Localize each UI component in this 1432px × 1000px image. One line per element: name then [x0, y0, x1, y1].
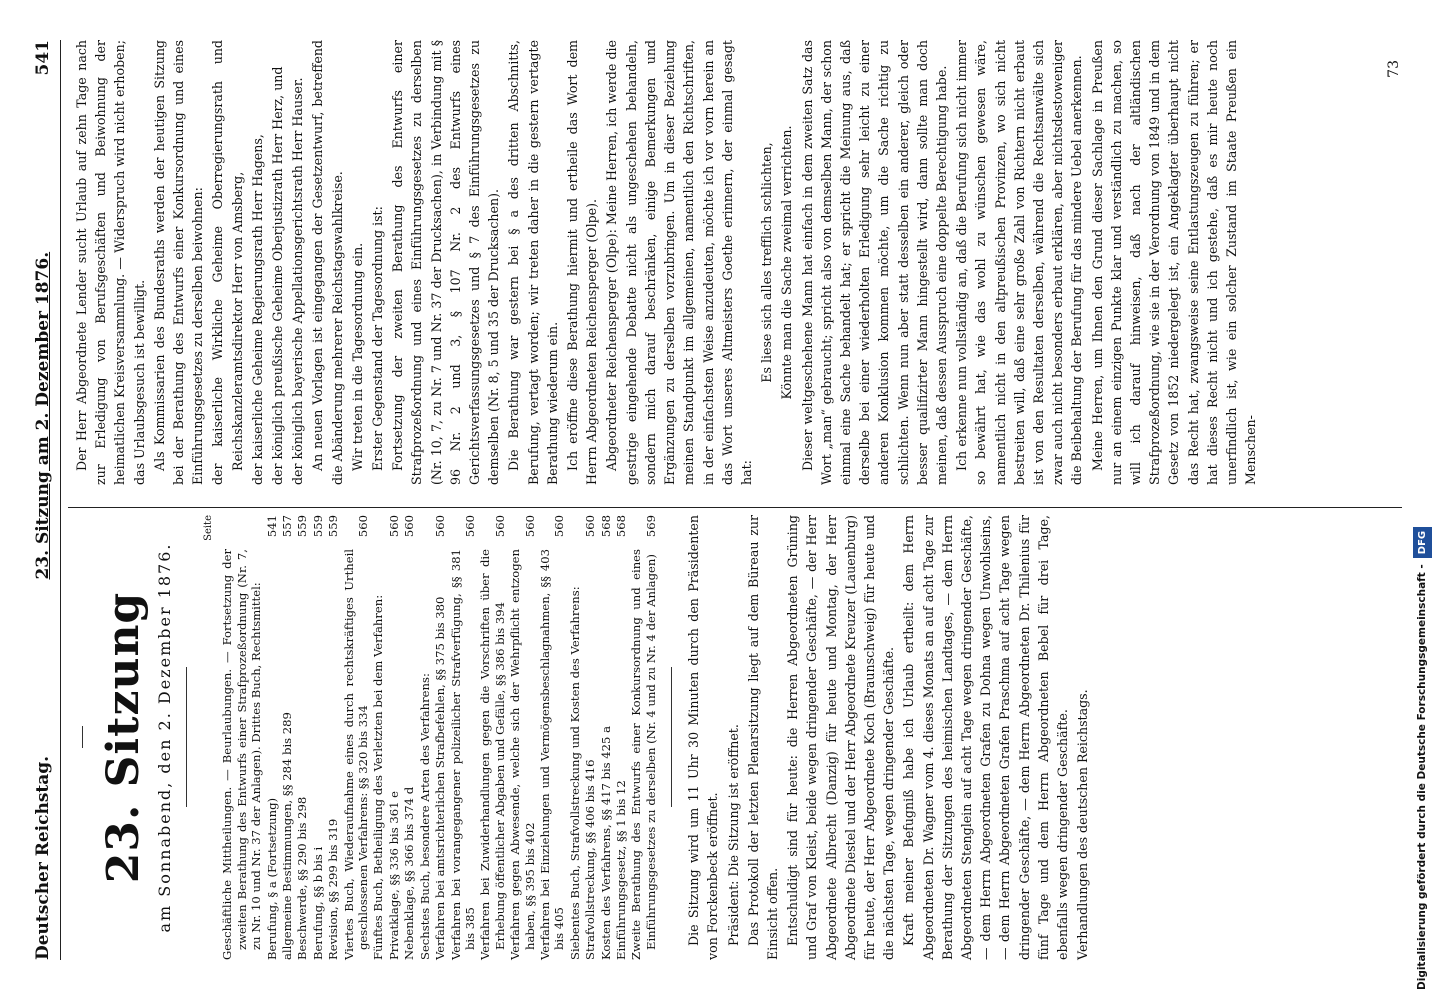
toc-page-label: Seite — [203, 515, 215, 541]
toc-row — [265, 515, 280, 960]
body-paragraph: Ich erkenne nun vollständig an, daß die Berufung sich nicht immer so bewährt hat, wie das wohl zu wünschen gewesen wäre, namentlich nicht in den altpreußischen Provinzen, wo sich nicht bestreiten will, daß eine sehr große Zahl von Richtern nicht erbaut ist von den Resultaten derselben, während die Rechtsanwälte sich zwar auch nicht besonders erbaut erklären, aber nichtsdestoweniger die Beibehaltung der Berufung für das mindere Uebel anerkennen. — [954, 40, 1085, 485]
toc-entry-text: Verfahren bei amtsrichterlichen Strafbefehlen, §§ 375 bis 380 — [433, 596, 448, 960]
toc-entry-page: 560 — [402, 515, 417, 538]
toc-row — [387, 515, 402, 960]
toc-entry-text: Verfahren bei Zuwiderhandlungen gegen die Vorschriften über die Erhebung öffentlicher Abgaben und Gefälle, §§ 386 bis 394 — [478, 549, 507, 960]
toc-entry-text: Nebenklage, §§ 366 bis 374 d — [402, 786, 417, 960]
toc-row — [418, 515, 433, 960]
toc-entry-text: Strafvollstreckung, §§ 406 bis 416 — [583, 759, 598, 960]
header-left: Deutscher Reichstag. — [33, 755, 53, 960]
toc-row — [402, 515, 417, 960]
right-column — [72, 40, 1261, 485]
toc-entry-page: 541 — [264, 515, 279, 538]
toc-row — [508, 515, 538, 960]
short-rule — [82, 727, 83, 749]
toc-entry-page — [371, 515, 386, 549]
body-paragraph: der kaiserliche Wirkliche Geheime Oberregierungsrath und Reichskanzleramtsdirektor Herr von Amsberg, — [210, 40, 245, 485]
body-paragraph: Die Sitzung wird um 11 Uhr 30 Minuten durch den Präsidenten von Forckenbeck eröffnet. — [686, 515, 721, 960]
body-paragraph: Das Protokoll der letzten Plenarsitzung liegt auf dem Büreau zur Einsicht offen. — [745, 515, 780, 960]
toc-row — [433, 515, 448, 960]
toc-row — [295, 515, 310, 960]
toc-entry-page — [220, 515, 264, 549]
body-paragraph: Wir treten in die Tagesordnung ein. — [349, 242, 365, 471]
toc-row — [326, 515, 341, 960]
body-paragraph: Dieser weltgeschehene Mann hat einfach in dem zweiten Satz das Wort „man“ gebraucht; spricht also von demselben Mann, der schon einmal eine Sache behandelt hat; er spricht die Meinung aus, daß derselbe bei einer wiederholten Erledigung sehr leicht zu einer anderen Konklusion kommen möchte, um die Sache richtig zu schlichten. Wenn nun aber statt desselben ein anderer, gleich oder besser qualifizirter Mann hingestellt wird, dann sollte man doch meinen, daß dessen Ausspruch eine doppelte Berechtigung habe. — [799, 40, 949, 485]
toc-entry-page: 568 — [613, 515, 628, 538]
toc-entry-text: Revision, §§ 299 bis 319 — [326, 818, 341, 960]
toc-entry-page: 560 — [462, 515, 477, 538]
body-paragraph: Es liese sich alles trefflich schlichten, — [759, 142, 775, 383]
divider-rule — [186, 668, 187, 808]
session-title: 23. Sitzung — [98, 591, 149, 884]
divider-rule — [671, 668, 672, 808]
toc-entry-text: Privatklage, §§ 336 bis 361 e — [386, 790, 401, 960]
session-date: am Sonnabend, den 2. Dezember 1876. — [155, 542, 174, 933]
body-paragraph: Erster Gegenstand der Tagesordnung ist: — [370, 206, 386, 471]
toc-entry-page: 560 — [433, 515, 448, 538]
toc-row — [478, 515, 508, 960]
toc-entry-page — [568, 515, 583, 549]
toc-entry-text: Verfahren bei Einziehungen und Vermögensbeschlagnahmen, §§ 403 bis 405 — [537, 549, 567, 960]
toc-entry-page — [418, 515, 433, 549]
toc-entry-text: Geschäftliche Mittheilungen. — Beurlaubungen. — Fortsetzung der zweiten Berathung des Entwurfs einer Strafprozeßordnung (Nr. 7, zu Nr. 10 und Nr. 37 der Anlagen). Drittes Buch, Rechtsmittel: — [220, 549, 264, 960]
body-paragraph: der königlich bayerische Appellationsgerichtsrath Herr Hauser. — [290, 77, 306, 485]
credit-text: Digitalisierung gefördert durch die Deutsche Forschungsgemeinschaft - — [1416, 564, 1428, 990]
body-paragraph: Als Kommissarien des Bundesraths werden der heutigen Sitzung bei der Berathung des Entwurfs einer Konkursordnung und eines Einführungsgesetzes zu derselben beiwohnen: — [151, 40, 206, 485]
toc-entry-text: Siebentes Buch, Strafvollstreckung und Kosten des Verfahrens: — [567, 586, 582, 960]
toc-row — [449, 515, 479, 960]
toc-entry-page: 560 — [386, 515, 401, 538]
toc-row — [311, 515, 326, 960]
rotated-page-content — [20, 0, 1410, 1000]
toc-entry-text: Verfahren gegen Abwesende, welche sich der Wehrpflicht entzogen haben, §§ 395 bis 402 — [508, 549, 537, 960]
toc-row — [614, 515, 629, 960]
toc-entry-page: 568 — [598, 515, 613, 538]
body-paragraph: der kaiserliche Geheime Regierungsrath Herr Hagens, — [249, 134, 265, 485]
toc-entry-text: Einführungsgesetz, §§ 1 bis 12 — [613, 780, 628, 960]
toc-entry-page: 560 — [583, 515, 598, 538]
body-paragraph: Abgeordneter Reichensperger (Olpe): Meine Herren, ich werde die gestrige eingehende Debatte nicht als ungeschehen behandeln, sondern mich darauf beschränken, einige Bemerkungen und Ergänzungen zu derselben vorzubringen. Um in dieser Beziehung meinen Standpunkt im allgemeinen, namentlich den Richtschriften, in der einfachsten Weise anzudeuten, möchte ich vor vorn herein an das Wort unseres Altmeisters Goethe erinnern, der einmal gesagt hat: — [604, 40, 754, 485]
body-paragraph: Könnte man die Sache zweimal verrichten. — [779, 125, 795, 400]
body-paragraph: Fortsetzung der zweiten Berathung des Entwurfs einer Strafprozeßordnung und eines Einführungsgesetzes zu derselben (Nr. 10, 7, zu Nr. 7 und Nr. 37 der Drucksachen), in Verbindung mit § 96 Nr. 2 und 3, § 107 Nr. 2 des Entwurfs eines Gerichtsverfassungsgesetzes und § 7 des Einführungsgesetzes zu demselben (Nr. 8, 5 und 35 der Drucksachen). — [390, 40, 502, 485]
toc-row — [371, 515, 386, 960]
toc-row — [629, 515, 659, 960]
column-rule — [68, 507, 1402, 508]
toc-entry-page: 560 — [492, 515, 507, 538]
toc-entry-page: 557 — [280, 515, 295, 538]
toc-entry-text: allgemeine Bestimmungen, §§ 284 bis 289 — [280, 712, 295, 960]
body-paragraph: Ich eröffne diese Berathung hiermit und ertheile das Wort dem Herrn Abgeordneten Reichensperger (Olpe). — [565, 40, 600, 485]
left-column — [72, 515, 1093, 960]
toc-entry-text: Berufung, §§ b bis i — [310, 846, 325, 960]
body-paragraph: Entschuldigt sind für heute: die Herren Abgeordneten Grüning und Graf von Kleist, beide wegen dringender Geschäfte, — der Herr Abgeordnete Albrecht (Danzig) für heute und Montag, der Herr Abgeordnete Diestel und der Herr Abgeordnete Kreuzer (Lauenburg) für heute, der Herr Abgeordnete Koch (Braunschweig) für heute und die nächsten Tage, wegen dringender Geschäfte. — [785, 515, 897, 960]
toc-entry-page: 560 — [356, 515, 371, 538]
body-paragraph: An neuen Vorlagen ist eingegangen der Gesetzentwurf, betreffend die Abänderung mehrerer Reichstagswahlkreise. — [310, 40, 345, 485]
toc-entry-text: Beschwerde, §§ 290 bis 298 — [295, 796, 310, 960]
body-paragraph: Die Berathung war gestern bei § a des dritten Abschnitts, Berufung, vertagt worden; wir treten daher in die gestern vertagte Berathung wiederum ein. — [506, 40, 560, 485]
page-number: 541 — [33, 40, 53, 76]
body-paragraph: Präsident: Die Sitzung ist eröffnet. — [725, 724, 741, 946]
toc-row — [599, 515, 614, 960]
table-of-contents — [220, 515, 659, 960]
toc-entry-page: 560 — [522, 515, 537, 538]
toc-entry-page: 559 — [295, 515, 310, 538]
body-paragraph: der königlich preußische Geheime Oberjustizrath Herr Herz, und — [270, 66, 286, 485]
toc-entry-page: 559 — [326, 515, 341, 538]
toc-row — [583, 515, 598, 960]
toc-row — [342, 515, 372, 960]
body-paragraph: Verhandlungen des deutschen Reichstags. — [1075, 689, 1091, 960]
toc-entry-text: Fünftes Buch, Betheiligung des Verletzten bei dem Verfahren: — [371, 594, 386, 960]
signature-mark: 73 — [1386, 60, 1402, 78]
toc-entry-text: Verfahren bei vorangegangener polizeilicher Strafverfügung, §§ 381 bis 385 — [448, 549, 477, 960]
toc-entry-page: 559 — [310, 515, 325, 538]
toc-entry-text: Berufung, § a (Fortsetzung) — [264, 797, 279, 960]
body-paragraph: Kraft meiner Befugniß habe ich Urlaub ertheilt: dem Herrn Abgeordneten Dr. Wagner vom 4. dieses Monats an auf acht Tage zur Berathung der Sitzungen des heimischen Landtages, — dem Herrn Abgeordneten Stenglein auf acht Tage wegen dringender Geschäfte, — dem Herrn Abgeordneten Grafen zu Dohna wegen Unwohlseins, — dem Herrn Abgeordneten Grafen Praschma auf acht Tage wegen dringender Geschäfte, — dem Herrn Abgeordneten Dr. Thilenius für fünf Tage und dem Herrn Abgeordneten Bebel für drei Tage, ebenfalls wegen dringender Geschäfte. — [901, 515, 1071, 960]
toc-row — [220, 515, 264, 960]
body-paragraph: Der Herr Abgeordnete Lender sucht Urlaub auf zehn Tage nach zur Erledigung von Berufsgeschäften und Beiwohnung der heimatlichen Kreisversammlung. — Widerspruch wird nicht erhoben; das Urlaubsgesuch ist bewilligt. — [74, 40, 147, 485]
toc-entry-text: Viertes Buch, Wiederaufnahme eines durch rechtskräftiges Urtheil geschlossenen Verfahrens: §§ 320 bis 334 — [341, 549, 371, 960]
toc-row — [280, 515, 295, 960]
toc-entry-text: Zweite Berathung des Entwurfs einer Konkursordnung und eines Einführungsgesetzes zu derselben (Nr. 4 und zu Nr. 4 der Anlagen) — [629, 549, 658, 960]
toc-entry-text: Sechstes Buch, besondere Arten des Verfahrens: — [417, 673, 432, 960]
toc-row — [568, 515, 583, 960]
body-paragraph: Meine Herren, um Ihnen den Grund dieser Sachlage in Preußen nur an einem einzigen Punkte klar und verständlich zu machen, so will ich darauf hinweisen, daß nach der altländischen Strafprozeßordnung, wie sie in der Verordnung von 1849 und in dem Gesetz von 1852 niedergelegt ist, ein Angeklagter überhaupt nicht das Recht hat, zwangsweise seine Entlastungszeugen zu führen; er hat dieses Recht nicht und ich gestehe, daß es mir heute noch unerfindlich ist, wie ein solcher Zustand im Staate Preußen ein Menschen- — [1089, 40, 1259, 485]
toc-entry-page: 560 — [552, 515, 567, 538]
digitization-credit — [1412, 10, 1432, 990]
header-center: 23. Sitzung am 2. Dezember 1876. — [33, 251, 53, 580]
running-header — [28, 40, 58, 960]
toc-row — [538, 515, 568, 960]
dfg-logo: DFG — [1413, 527, 1432, 558]
toc-entry-text: Kosten des Verfahrens, §§ 417 bis 425 a — [598, 725, 613, 960]
header-rule — [60, 40, 61, 960]
toc-entry-page: 569 — [643, 515, 658, 538]
